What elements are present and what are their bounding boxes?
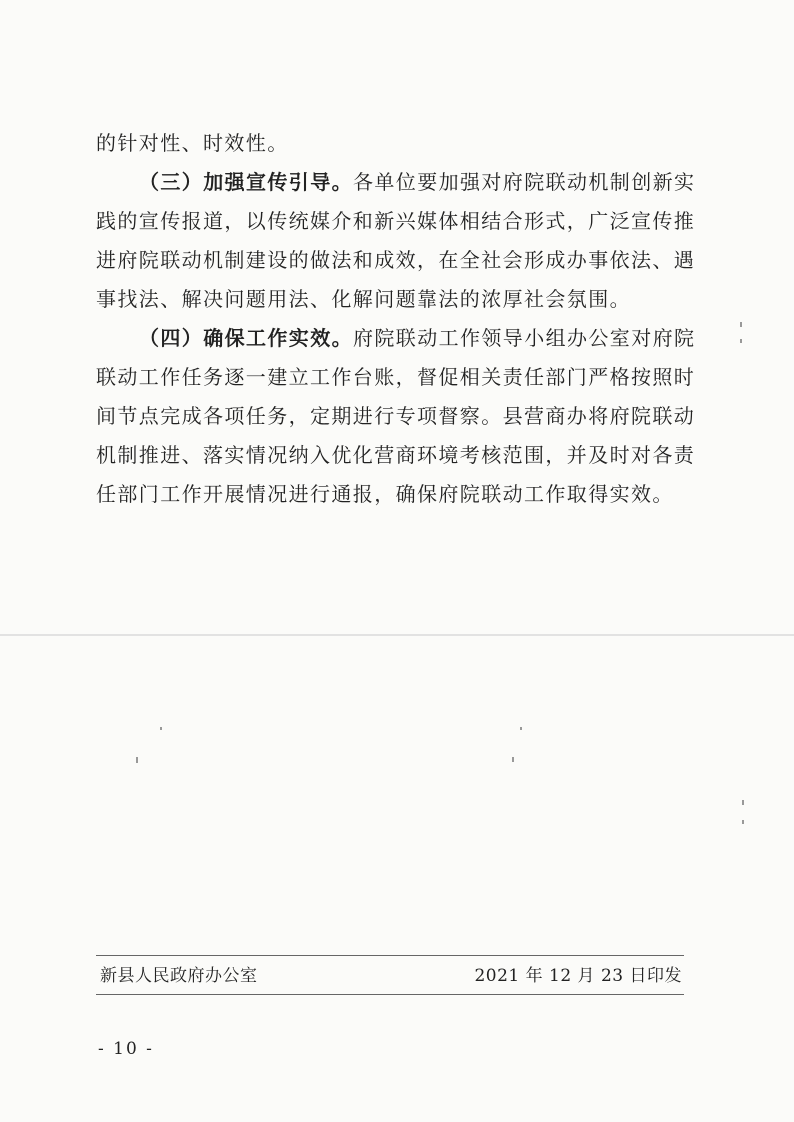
page-number: - 10 - (98, 1039, 154, 1059)
section-3-first-line (96, 163, 696, 202)
paragraph-line: 间节点完成各项任务，定期进行专项督察。县营商办将府院联动 (96, 404, 696, 428)
footer-top-rule (96, 955, 684, 956)
section-3-text: 各单位要加强对府院联动机制创新实 (353, 170, 696, 194)
issuing-office: 新县人民政府办公室 (100, 966, 258, 986)
scan-speck (742, 820, 744, 824)
paragraph-line: 的针对性、时效性。 (96, 131, 289, 155)
paragraph-line: 任部门工作开展情况进行通报，确保府院联动工作取得实效。 (96, 482, 674, 506)
scan-speck (160, 727, 162, 730)
paragraph-line: 践的宣传报道，以传统媒介和新兴媒体相结合形式，广泛宣传推 (96, 209, 696, 233)
section-3-heading: （三）加强宣传引导。 (139, 170, 353, 194)
scan-speck (740, 339, 742, 343)
paragraph-line: 联动工作任务逐一建立工作台账，督促相关责任部门严格按照时 (96, 365, 696, 389)
scan-speck (136, 757, 138, 763)
section-4-heading: （四）确保工作实效。 (139, 326, 353, 350)
issue-date: 2021 年 12 月 23 日印发 (474, 966, 682, 986)
paragraph-line: 进府院联动机制建设的做法和成效，在全社会形成办事依法、遇 (96, 248, 696, 272)
paragraph-line: 事找法、解决问题用法、化解问题靠法的浓厚社会氛围。 (96, 287, 631, 311)
scan-speck (740, 322, 742, 327)
paragraph-line: 机制推进、落实情况纳入优化营商环境考核范围，并及时对各责 (96, 443, 696, 467)
scan-speck (512, 757, 514, 762)
section-4-first-line (96, 319, 696, 358)
scan-speck (520, 727, 522, 730)
page-fold-line (0, 634, 794, 636)
scan-speck (742, 800, 744, 805)
footer-bottom-rule (96, 994, 684, 995)
section-4-text: 府院联动工作领导小组办公室对府院 (353, 326, 696, 350)
document-body (96, 124, 696, 514)
